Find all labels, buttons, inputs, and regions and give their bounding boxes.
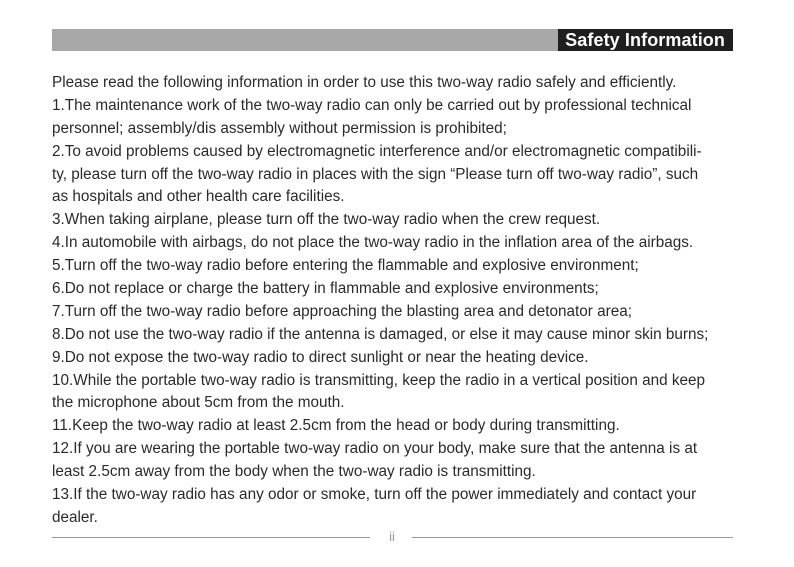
page-footer xyxy=(52,528,733,546)
text-line: personnel; assembly/dis assembly without permission is prohibited; xyxy=(52,119,507,137)
text-line: the microphone about 5cm from the mouth. xyxy=(52,394,345,412)
intro-line: Please read the following information in order to use this two-way radio safely and efficiently. xyxy=(52,74,677,91)
page-number: ii xyxy=(389,529,395,544)
text-line: 8.Do not use the two-way radio if the antenna is damaged, or else it may cause minor skin burns; xyxy=(52,325,709,343)
page-title: Safety Information xyxy=(558,29,733,51)
text-line: 10.While the portable two-way radio is transmitting, keep the radio in a vertical position and keep xyxy=(52,371,706,389)
text-line: 3.When taking airplane, please turn off the two-way radio when the crew request. xyxy=(52,211,601,229)
text-line: 9.Do not expose the two-way radio to direct sunlight or near the heating device. xyxy=(52,348,589,366)
footer-rule-right xyxy=(412,537,733,538)
text-line: 11.Keep the two-way radio at least 2.5cm from the head or body during transmitting. xyxy=(52,417,620,435)
text-line: least 2.5cm away from the body when the two-way radio is transmitting. xyxy=(52,463,536,481)
text-line: 12.If you are wearing the portable two-way radio on your body, make sure that the antenna is at xyxy=(52,440,698,458)
text-line: 4.In automobile with airbags, do not place the two-way radio in the inflation area of the airbags. xyxy=(52,234,694,252)
text-line: 13.If the two-way radio has any odor or smoke, turn off the power immediately and contact your xyxy=(52,486,697,504)
text-line: 1.The maintenance work of the two-way radio can only be carried out by professional technical xyxy=(52,96,692,114)
text-line: dealer. xyxy=(52,508,98,526)
text-line: 6.Do not replace or charge the battery in flammable and explosive environments; xyxy=(52,280,599,298)
text-line: 2.To avoid problems caused by electromagnetic interference and/or electromagnetic compatibili- xyxy=(52,142,702,160)
safety-text xyxy=(52,72,742,530)
text-line: 5.Turn off the two-way radio before entering the flammable and explosive environment; xyxy=(52,257,639,275)
header-bar xyxy=(52,29,733,51)
footer-rule-left xyxy=(52,537,370,538)
text-line: 7.Turn off the two-way radio before approaching the blasting area and detonator area; xyxy=(52,302,632,320)
text-line: ty, please turn off the two-way radio in places with the sign “Please turn off two-way radio”, such xyxy=(52,165,699,183)
text-line: as hospitals and other health care facilities. xyxy=(52,188,345,206)
